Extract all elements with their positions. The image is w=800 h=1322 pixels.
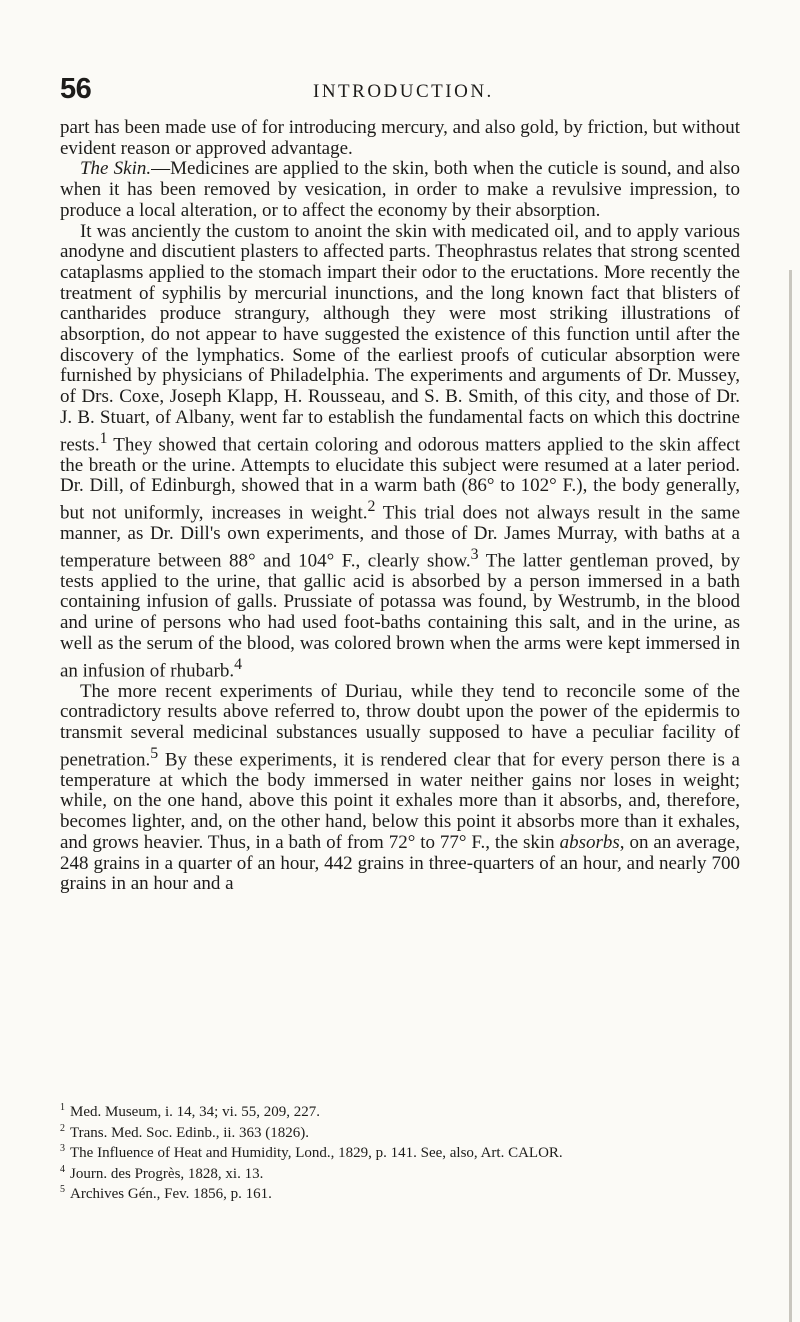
paragraph-text: , on an average, 248 grains in a quarter of an hour, 442 grains in three-quarters of an hour, and nearly 700 grains in an hour and a — [60, 831, 740, 895]
paragraph-skin — [60, 159, 740, 221]
footnote-text: Archives Gén., Fev. 1856, p. 161. — [70, 1186, 272, 1202]
footnote-5 — [60, 1182, 740, 1203]
footnote-text: The Influence of Heat and Humidity, Lond., 1829, p. 141. See, also, Art. CALOR. — [70, 1145, 563, 1161]
page-header — [60, 74, 740, 110]
footnote-ref-1: 1 — [99, 429, 108, 447]
footnote-text: Med. Museum, i. 14, 34; vi. 55, 209, 227. — [70, 1104, 320, 1120]
paragraph-anoint — [60, 222, 740, 682]
footnote-3 — [60, 1141, 740, 1162]
footnote-mark: 2 — [60, 1122, 65, 1134]
running-head: INTRODUCTION. — [313, 81, 494, 102]
paragraph-text: This trial does not always result in the same manner, as Dr. Dill's own experiments, and those of Dr. James Murray, with baths at a temperature between 88° and 104° F., clearly show. — [60, 502, 741, 572]
section-heading-skin: The Skin. — [79, 158, 152, 180]
footnote-mark: 4 — [60, 1163, 65, 1175]
footnote-1 — [60, 1100, 740, 1121]
footnote-mark: 3 — [60, 1143, 65, 1154]
footnote-ref-4: 4 — [234, 655, 243, 673]
footnote-mark: 1 — [60, 1102, 65, 1113]
footnote-text: Journ. des Progrès, 1828, xi. 13. — [70, 1165, 264, 1182]
paragraph-text: part has been made use of for introducing mercury, and also gold, by friction, but without evident reason or approved advantage. — [60, 117, 740, 159]
emphasis-absorbs: absorbs — [559, 831, 620, 853]
paragraph-text: It was anciently the custom to anoint the skin with medicated oil, and to apply various anodyne and discutient plasters to affected parts. Theophrastus relates that strong scented cataplasms applied to the stomach impart their odor to the eructations. More recently the treatment of syphilis by mercurial inunctions, and the long known fact that blisters of cantharides produce strangury, although they were most striking illustrations of absorption, do not appear to have suggested the existence of this function until after the discovery of the lymphatics. Some of the earliest proofs of cuticular absorption were furnished by physicians of Philadelphia. The experiments and arguments of Dr. Mussey, of Drs. Coxe, Joseph Klapp, H. Rousseau, and S. B. Smith, of this city, and those of Dr. J. B. Stuart, of Albany, went far to establish the fundamental facts on which this doctrine rests. — [60, 220, 740, 455]
paragraph-text: The more recent experiments of Duriau, while they tend to reconcile some of the contradictory results above referred to, throw doubt upon the power of the epidermis to transmit several medicinal substances usually supposed to have a peculiar facility of penetration. — [60, 680, 740, 771]
footnote-ref-3: 3 — [470, 545, 479, 563]
footnote-4 — [60, 1162, 740, 1183]
footnote-text: Trans. Med. Soc. Edinb., ii. 363 (1826). — [70, 1124, 310, 1141]
footnote-2 — [60, 1121, 740, 1142]
page-edge-divider — [789, 270, 792, 1322]
page-number: 56 — [60, 73, 92, 105]
footnote-ref-5: 5 — [150, 744, 159, 762]
paragraph-continuation — [60, 118, 740, 159]
paragraph-duriau — [60, 682, 740, 895]
footnote-ref-2: 2 — [367, 497, 376, 515]
paragraph-text: The latter gentleman proved, by tests applied to the urine, that gallic acid is absorbed by a person immersed in a bath containing infusion of galls. Prussiate of potassa was found, by Westrumb, in the blood and urine of persons who had used foot-baths containing this salt, and in the urine, as well as the serum of the blood, was colored brown when the arms were kept immersed in an infusion of rhubarb. — [60, 550, 740, 681]
paragraph-text: By these experiments, it is rendered clear that for every person there is a temperature at which the body immersed in water neither gains nor loses in weight; while, on the one hand, above this point it exhales more than it absorbs, and, therefore, becomes lighter, and, on the other hand, below this point it absorbs more than it exhales, and grows heavier. Thus, in a bath of from 72° to 77° F., the skin — [60, 749, 740, 853]
footnote-mark: 5 — [60, 1184, 65, 1195]
paragraph-text: They showed that certain coloring and odorous matters applied to the skin affect the breath or the urine. Attempts to elucidate this subject were resumed at a later period. Dr. Dill, of Edinburgh, showed that in a warm bath (86° to 102° F.), the body generally, but not uniformly, increases in weight. — [60, 433, 740, 524]
paragraph-text: —Medicines are applied to the skin, both when the cuticle is sound, and also when it has been removed by vesication, in order to make a revulsive impression, to produce a local alteration, or to affect the economy by their absorption. — [60, 158, 741, 221]
body-text — [60, 118, 740, 895]
footnotes — [60, 1100, 740, 1203]
